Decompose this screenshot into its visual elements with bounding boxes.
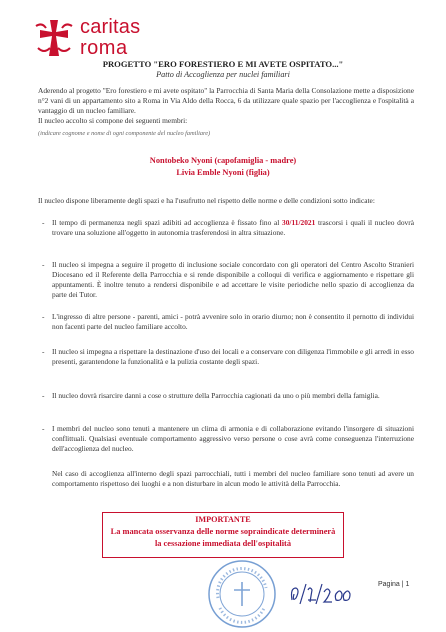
project-title: PROGETTO "ERO FORESTIERO E MI AVETE OSPITATO..."	[102, 59, 344, 69]
rule-item-1-text	[52, 218, 414, 238]
intro-paragraph	[38, 86, 414, 126]
bullet-icon: -	[42, 312, 45, 321]
closing-paragraph: Nel caso di accoglienza all'interno degli spazi parrocchiali, tutti i membri del nucleo familiare sono tenuti ad avere un comportamento rispettoso dei luoghi e a non disturbare in alcun modo le attività della Parrocchia.	[52, 469, 414, 488]
important-title: IMPORTANTE	[195, 515, 251, 524]
caritas-cross-icon	[34, 18, 74, 58]
rule-item-1-before: Il tempo di permanenza negli spazi adibiti ad accoglienza è fissato fino al	[52, 218, 283, 227]
important-line-2: la cessazione immediata dell'ospitalità	[154, 539, 292, 548]
page-number: Pagina | 1	[378, 581, 410, 588]
end-date: 30/11/2021	[282, 218, 316, 227]
rule-item-2-text: Il nucleo si impegna a seguire il progetto di inclusione sociale concordato con gli operatori del Centro Ascolto Stranieri Diocesano ed il Referente della Parrocchia e si rende disponibile a colloqui di verifica e aggiornamento e rispettare gli appuntamenti. È inoltre tenuto a rendersi disponibile e ad accettare le visite periodiche nello spazio di accoglienza da parte dei Tutor.	[52, 260, 414, 299]
disposal-paragraph: Il nucleo dispone liberamente degli spazi e ha l'usufrutto nel rispetto delle norme e delle condizioni sotto indicate:	[38, 196, 375, 205]
important-line-1: La mancata osservanza delle norme sopraindicate determinerà	[110, 527, 336, 536]
member-name-2: Livia Emble Nyoni (figlia)	[176, 168, 270, 177]
logo-line-roma: roma	[80, 37, 128, 59]
rule-item-5	[38, 391, 414, 401]
intro-text: Aderendo al progetto "Ero forestiero e mi avete ospitato" la Parrocchia di Santa Maria della Consolazione mette a disposizione n°2 vani di un appartamento sito a Roma in Via Aldo della Rocca, 6 da utilizzare quale spazio per l'accoglienza e l'ospitalità a vantaggio di un nucleo familiare.	[38, 86, 414, 115]
rule-item-6-text: I membri del nucleo sono tenuti a mantenere un clima di armonia e di collaborazione evitando l'insorgere di situazioni conflittuali. Qualsiasi eventuale comportamento aggressivo verso persone o cose avrà come conseguenza l'interruzione dell'accoglienza del nucleo.	[52, 424, 414, 453]
bullet-icon: -	[42, 260, 45, 269]
bullet-icon: -	[42, 347, 45, 356]
bullet-icon: -	[42, 391, 45, 400]
bullet-icon: -	[42, 218, 45, 227]
members-note: (indicare cognome e nome di ogni componente del nucleo familiare)	[38, 130, 211, 137]
handwritten-date-signature	[286, 576, 356, 610]
intro-members-line: Il nucleo accolto si compone dei seguenti membri:	[38, 116, 188, 125]
rule-item-3-text: L'ingresso di altre persone - parenti, amici - potrà avvenire solo in orario diurno; non è consentito il pernotto di individui non facenti parte del nucleo familiare accolto.	[52, 312, 414, 331]
rule-item-5-text: Il nucleo dovrà risarcire danni a cose o strutture della Parrocchia cagionati da uno o più membri della famiglia.	[52, 391, 380, 400]
rule-item-4-text: Il nucleo si impegna a rispettare la destinazione d'uso dei locali e a conservare con diligenza l'immobile e gli arredi in esso presenti, garantendone la funzionalità e la pulizia costante degli spazi.	[52, 347, 415, 366]
rule-item-3	[38, 312, 414, 332]
document-subtitle: Patto di Accoglienza per nuclei familiari	[156, 70, 290, 79]
bullet-icon: -	[42, 424, 45, 433]
caritas-logo	[34, 16, 184, 62]
member-name-1: Nontobeko Nyoni (capofamiglia - madre)	[149, 156, 297, 165]
rule-item-1-after: trascorsi i quali il nucleo dovrà trovare una soluzione all'oggetto in autonomia trasferendosi in altra situazione.	[52, 218, 414, 237]
parish-stamp	[206, 558, 278, 630]
rule-item-6	[38, 424, 414, 454]
rule-item-4	[38, 347, 414, 367]
logo-line-caritas: caritas	[80, 16, 141, 38]
logo-wordmark	[80, 16, 140, 58]
rule-item-2	[38, 260, 414, 300]
rule-item-1	[38, 218, 414, 238]
